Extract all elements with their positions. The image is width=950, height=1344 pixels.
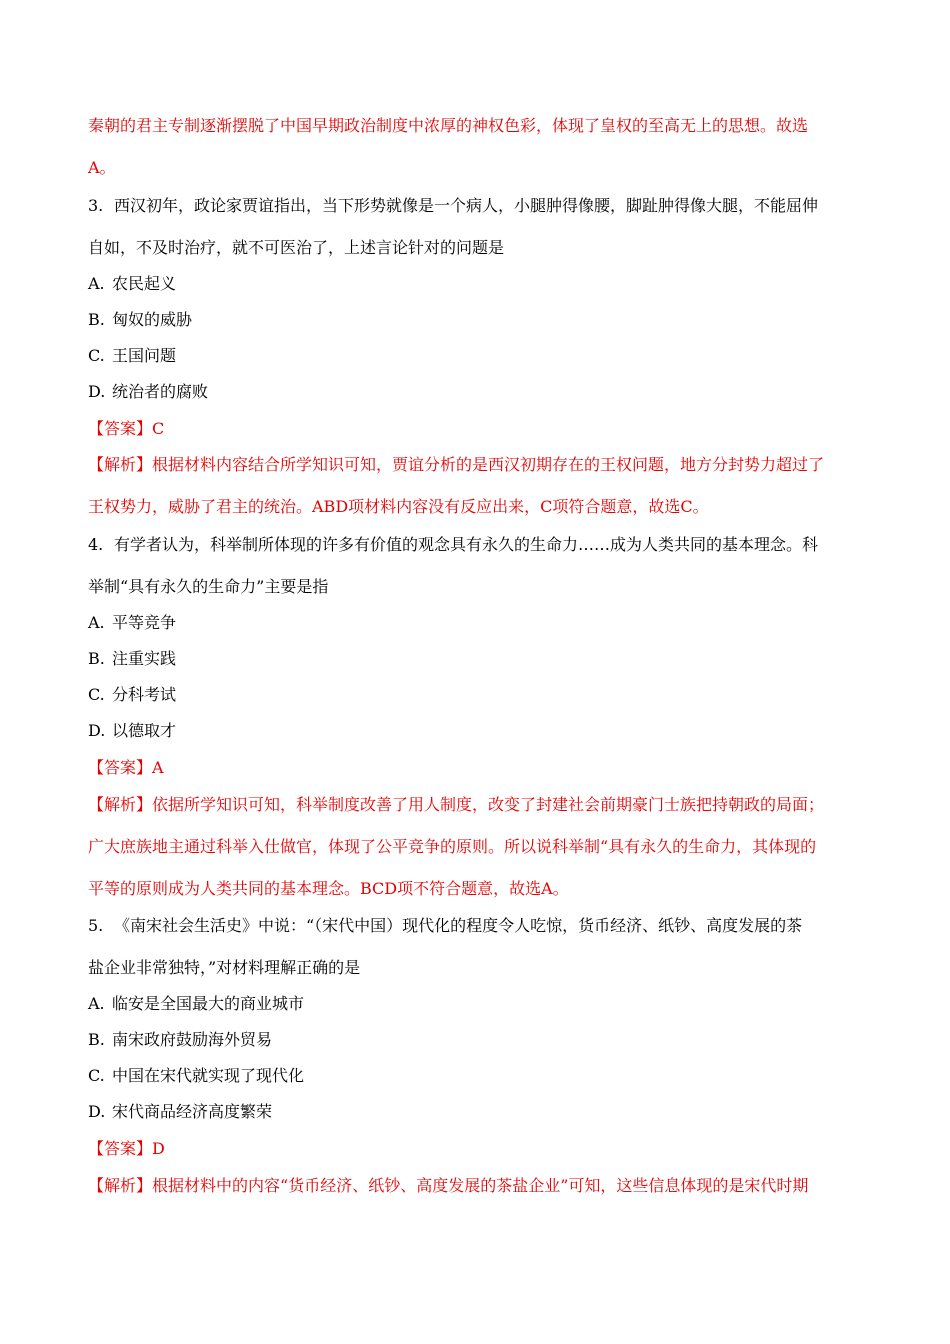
q4-analysis-text-1: 依据所学知识可知，科举制度改善了用人制度，改变了封建社会前期豪门士族把持朝政的局面； <box>152 795 825 814</box>
q5-option-b-letter: B. <box>88 1030 105 1049</box>
q4-option-d-text: 以德取才 <box>112 721 177 740</box>
q5-stem-text-1: 《南宋社会生活史》中说：“（宋代中国）现代化的程度令人吃惊，货币经济、纸钞、高度发展的茶 <box>114 916 803 935</box>
q3-option-a <box>88 274 176 294</box>
q4-option-b-text: 注重实践 <box>112 649 177 668</box>
q4-answer-label: 【答案】 <box>88 758 153 777</box>
q4-stem-line-1 <box>88 535 818 555</box>
q5-option-b <box>88 1030 272 1050</box>
q4-analysis-line-2: 广大庶族地主通过科举入仕做官，体现了公平竞争的原则。所以说科举制“具有永久的生命力，其体现的 <box>88 837 817 856</box>
q5-option-c-text: 中国在宋代就实现了现代化 <box>112 1066 305 1085</box>
q5-option-d-letter: D. <box>88 1102 106 1121</box>
q4-analysis-line-3: 平等的原则成为人类共同的基本理念。BCD项不符合题意，故选A。 <box>88 879 569 898</box>
q5-option-c <box>88 1066 304 1086</box>
q5-option-b-text: 南宋政府鼓励海外贸易 <box>112 1030 273 1049</box>
q3-answer <box>88 419 164 439</box>
q5-analysis-line-1 <box>88 1176 808 1196</box>
q4-option-c-text: 分科考试 <box>112 685 177 704</box>
q4-option-d <box>88 721 176 741</box>
q3-stem-line-2: 自如，不及时治疗，就不可医治了，上述言论针对的问题是 <box>88 238 505 257</box>
q3-option-d <box>88 382 208 402</box>
q4-option-d-letter: D. <box>88 721 106 740</box>
q4-option-a <box>88 613 176 633</box>
q5-option-d <box>88 1102 272 1122</box>
q5-option-d-text: 宋代商品经济高度繁荣 <box>112 1102 273 1121</box>
q2-analysis-line-2: A。 <box>88 158 116 177</box>
q4-option-b-letter: B. <box>88 649 105 668</box>
q5-option-c-letter: C. <box>88 1066 105 1085</box>
q3-answer-value: C <box>152 419 165 438</box>
q3-option-d-letter: D. <box>88 382 106 401</box>
q4-analysis-line-1 <box>88 795 824 815</box>
q5-option-a <box>88 994 304 1014</box>
q3-analysis-line-1 <box>88 455 824 475</box>
q5-number: 5. <box>88 916 104 935</box>
q5-answer <box>88 1139 165 1159</box>
q4-analysis-label: 【解析】 <box>88 795 153 814</box>
q3-option-a-letter: A. <box>88 274 105 293</box>
q5-answer-value: D <box>152 1139 165 1158</box>
q5-analysis-label: 【解析】 <box>88 1176 153 1195</box>
q5-stem-line-2: 盐企业非常独特，”对材料理解正确的是 <box>88 958 361 977</box>
q3-number: 3. <box>88 196 104 215</box>
q4-option-c <box>88 685 176 705</box>
q5-analysis-text-1: 根据材料中的内容“货币经济、纸钞、高度发展的茶盐企业”可知，这些信息体现的是宋代时期 <box>152 1176 809 1195</box>
q4-stem-text-1: 有学者认为，科举制所体现的许多有价值的观念具有永久的生命力……成为人类共同的基本理念。科 <box>114 535 819 554</box>
q5-stem-line-1 <box>88 916 802 936</box>
q3-option-c <box>88 346 176 366</box>
q5-answer-label: 【答案】 <box>88 1139 153 1158</box>
q3-analysis-text-1: 根据材料内容结合所学知识可知，贾谊分析的是西汉初期存在的王权问题，地方分封势力超过了 <box>152 455 825 474</box>
q3-option-b-letter: B. <box>88 310 105 329</box>
q3-analysis-label: 【解析】 <box>88 455 153 474</box>
q3-stem-text-1: 西汉初年，政论家贾谊指出，当下形势就像是一个病人，小腿肿得像腰，脚趾肿得像大腿，不能屈伸 <box>114 196 819 215</box>
q4-option-a-text: 平等竞争 <box>112 613 177 632</box>
q4-option-b <box>88 649 176 669</box>
q4-option-c-letter: C. <box>88 685 105 704</box>
q4-answer-value: A <box>152 758 164 777</box>
q3-option-c-text: 王国问题 <box>112 346 177 365</box>
q4-stem-line-2: 举制“具有永久的生命力”主要是指 <box>88 577 329 596</box>
q5-option-a-text: 临安是全国最大的商业城市 <box>112 994 305 1013</box>
q3-option-d-text: 统治者的腐败 <box>112 382 209 401</box>
q4-option-a-letter: A. <box>88 613 105 632</box>
q3-option-c-letter: C. <box>88 346 105 365</box>
q3-analysis-line-2: 王权势力，威胁了君主的统治。ABD项材料内容没有反应出来，C项符合题意，故选C。 <box>88 497 709 516</box>
q3-answer-label: 【答案】 <box>88 419 153 438</box>
q3-option-b <box>88 310 192 330</box>
q3-stem-line-1 <box>88 196 818 216</box>
q3-option-a-text: 农民起义 <box>112 274 177 293</box>
q5-option-a-letter: A. <box>88 994 105 1013</box>
q4-answer <box>88 758 164 778</box>
q4-number: 4. <box>88 535 104 554</box>
q3-option-b-text: 匈奴的威胁 <box>112 310 193 329</box>
q2-analysis-line-1: 秦朝的君主专制逐渐摆脱了中国早期政治制度中浓厚的神权色彩，体现了皇权的至高无上的思想。故选 <box>88 116 809 135</box>
